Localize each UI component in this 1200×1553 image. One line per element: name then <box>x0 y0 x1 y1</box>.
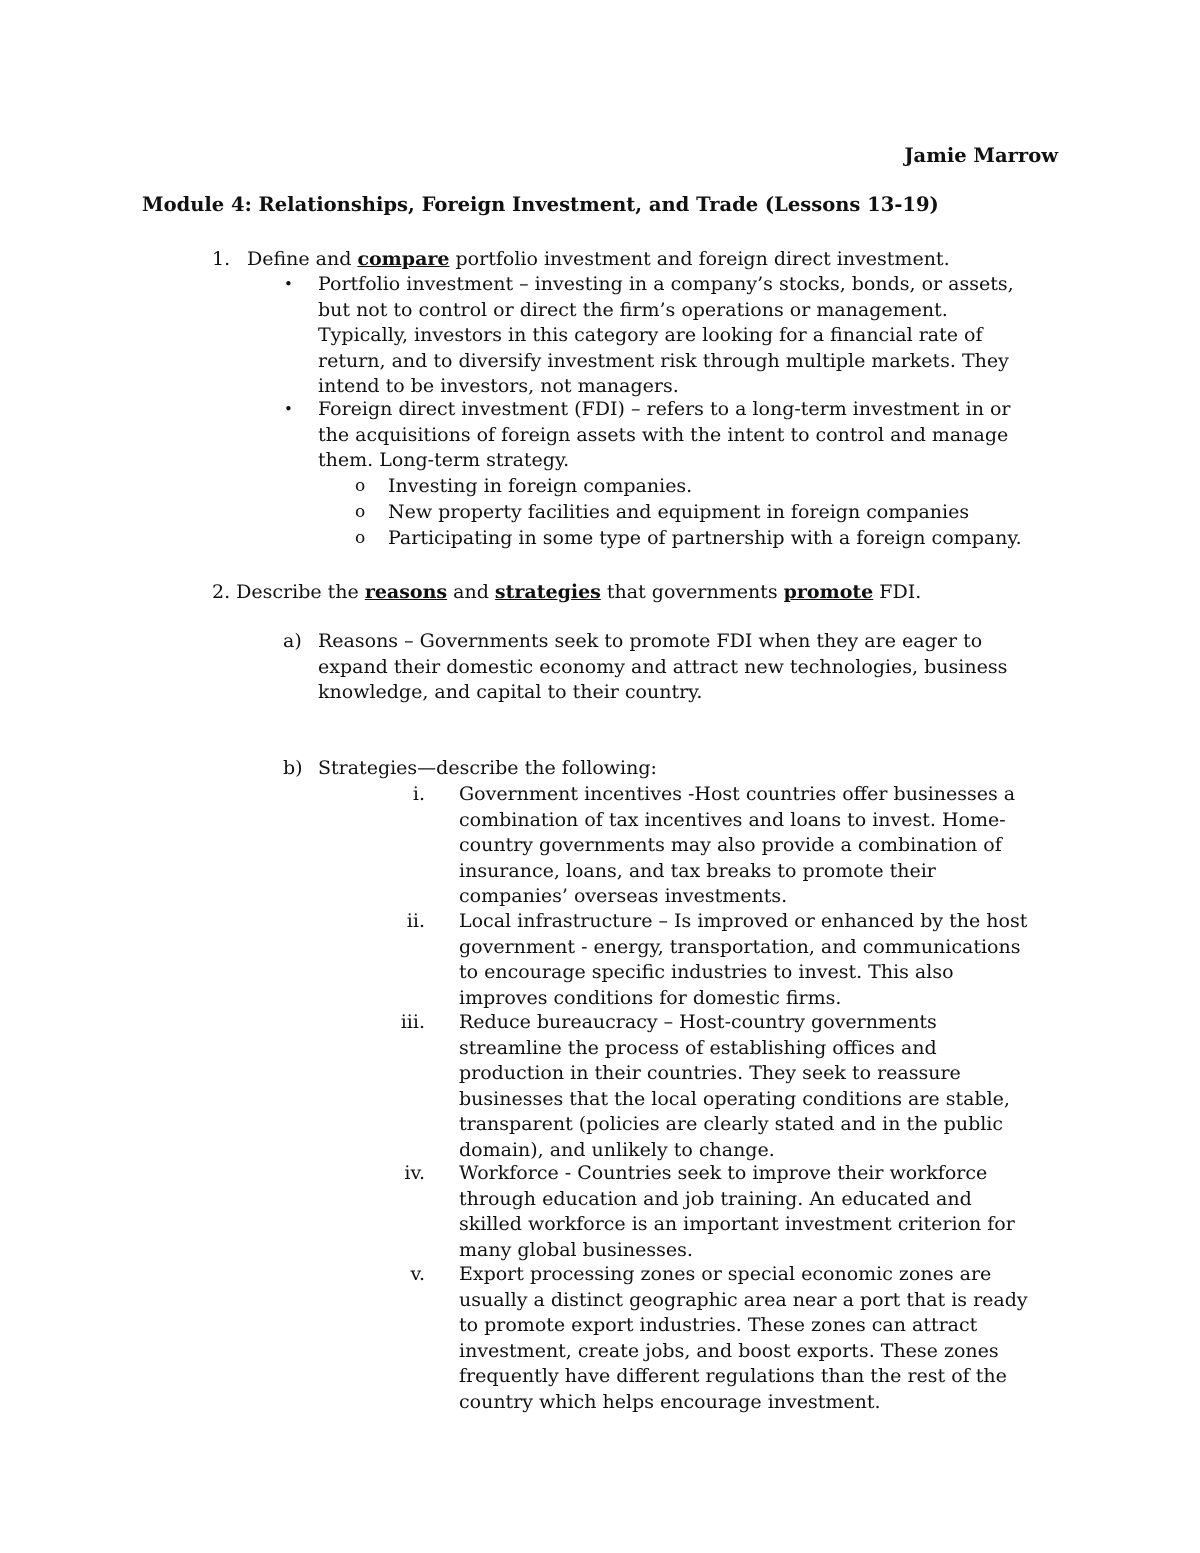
q2-number: 2. <box>212 581 231 603</box>
document-title: Module 4: Relationships, Foreign Investment, and Trade (Lessons 13-19) <box>142 193 939 216</box>
q2-keyword-strategies: strategies <box>494 581 601 603</box>
sub-bullet-icon: o <box>355 502 366 522</box>
q2-prefix: Describe the <box>230 581 365 603</box>
q1-suffix: portfolio investment and foreign direct investment. <box>449 248 950 270</box>
roman-marker: ii. <box>406 910 425 932</box>
q1-prefix: Define and <box>247 248 358 270</box>
q2-and: and <box>447 581 495 603</box>
strategy-item-bureaucracy: Reduce bureaucracy – Host-country governments streamline the process of establishing offices and production in their countries. They seek to reassure businesses that the local operating conditions are stable, transparent (policies are clearly stated and in the public domain), and unlikely to change. <box>459 1011 1010 1161</box>
strategy-item-incentives: Government incentives -Host countries offer businesses a combination of tax incentives and loans to invest. Home-country governments may also provide a combination of insurance, loans, and tax breaks to promote their companies’ overseas investments. <box>459 783 1016 907</box>
q2-suffix: FDI. <box>873 581 922 603</box>
roman-marker: iii. <box>400 1011 425 1033</box>
roman-marker: iv. <box>404 1162 425 1184</box>
roman-marker: i. <box>412 783 425 805</box>
author-name: Jamie Marrow <box>904 144 1058 167</box>
bullet-icon: • <box>284 400 293 418</box>
strategy-item-export-zones: Export processing zones or special economic zones are usually a distinct geographic area near a port that is ready to promote export industries. These zones can attract investment, create jobs, and boost exports. These zones frequently have different regulations than the rest of the country which helps encourage investment. <box>459 1263 1028 1413</box>
strategy-item-workforce: Workforce - Countries seek to improve their workforce through education and job training. An educated and skilled workforce is an important investment criterion for many global businesses. <box>459 1162 1015 1261</box>
sub-bullet-icon: o <box>355 476 366 496</box>
q2-mid: that governments <box>600 581 784 603</box>
portfolio-investment-bullet: Portfolio investment – investing in a company’s stocks, bonds, or assets, but not to control or direct the firm’s operations or management. Typically, investors in this category are looking for a financial rate of return, and to diversify investment risk through multiple markets. They intend to be investors, not managers. <box>318 273 1014 397</box>
q2a-reasons-text: Reasons – Governments seek to promote FDI when they are eager to expand their domestic economy and attract new technologies, business knowledge, and capital to their country. <box>318 630 1008 703</box>
bullet-icon: • <box>284 275 293 293</box>
q2a-marker: a) <box>283 630 302 652</box>
q2b-marker: b) <box>283 757 303 779</box>
q2b-strategies-text: Strategies—describe the following: <box>318 757 657 779</box>
sub-item: Investing in foreign companies. <box>388 475 693 497</box>
q1-number: 1. <box>212 248 231 270</box>
sub-item: New property facilities and equipment in foreign companies <box>388 501 970 523</box>
q2-heading <box>212 580 921 605</box>
roman-marker: v. <box>410 1263 425 1285</box>
fdi-bullet: Foreign direct investment (FDI) – refers to a long-term investment in or the acquisitions of foreign assets with the intent to control and manage them. Long-term strategy. <box>318 398 1011 471</box>
sub-bullet-icon: o <box>355 528 366 548</box>
strategy-item-infrastructure: Local infrastructure – Is improved or enhanced by the host government - energy, transportation, and communications to encourage specific industries to invest. This also improves conditions for domestic firms. <box>459 910 1028 1009</box>
q1-keyword: compare <box>357 248 450 270</box>
q2-keyword-promote: promote <box>783 581 874 603</box>
q2-keyword-reasons: reasons <box>364 581 448 603</box>
sub-item: Participating in some type of partnership with a foreign company. <box>388 527 1022 549</box>
q1-heading <box>247 247 950 272</box>
